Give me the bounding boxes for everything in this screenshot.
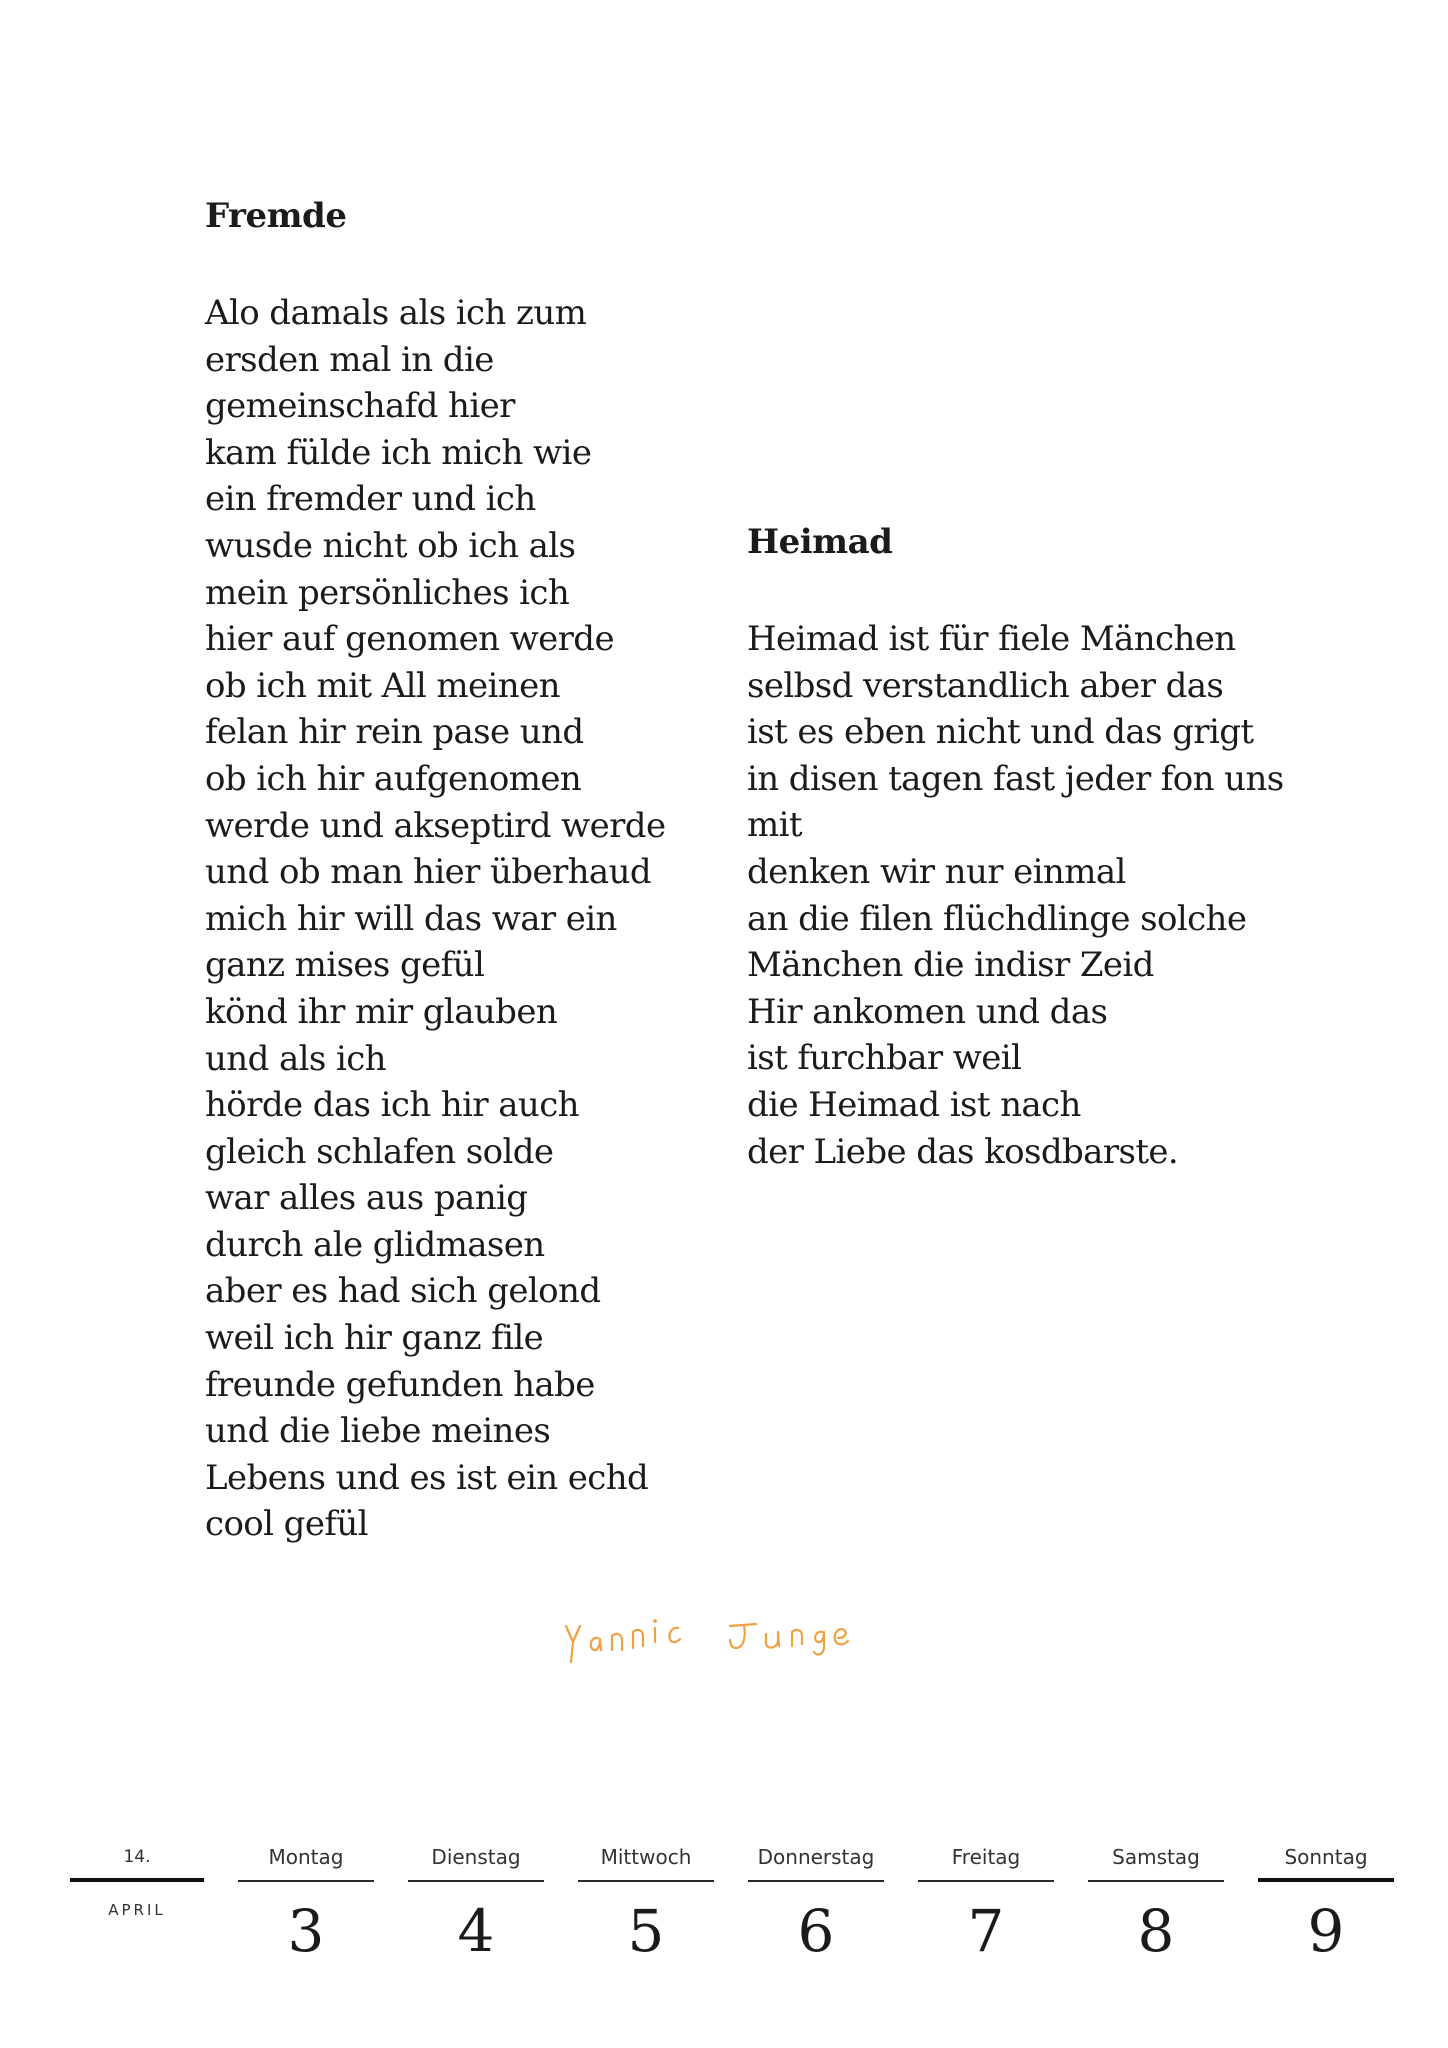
calendar-day-donnerstag	[748, 1840, 884, 1966]
poem-line: die Heimad ist nach	[747, 1084, 1081, 1125]
day-number: 8	[1137, 1897, 1175, 1965]
day-name: Dienstag	[431, 1845, 521, 1869]
calendar-day-sonntag	[1258, 1840, 1394, 1966]
divider	[408, 1880, 544, 1882]
calendar-day-mittwoch	[578, 1840, 714, 1966]
poem-line: ganz mises gefül	[205, 945, 485, 986]
day-name: Samstag	[1112, 1845, 1200, 1869]
day-number: 9	[1307, 1897, 1345, 1965]
poem-line: felan hir rein pase und	[205, 712, 584, 753]
poem-line: ist es eben nicht und das grigt	[747, 712, 1254, 753]
poem-line: und ob man hier überhaud	[205, 852, 652, 893]
poem-title: Fremde	[205, 196, 347, 236]
poem-line: mein persönliches ich	[205, 572, 570, 613]
week-info	[70, 1840, 204, 1920]
poem-line: cool gefül	[205, 1504, 368, 1545]
poem-line: hörde das ich hir auch	[205, 1085, 579, 1126]
calendar-day-dienstag	[408, 1840, 544, 1966]
poem-line: in disen tagen fast jeder fon uns	[747, 758, 1284, 799]
poem-line: an die filen flüchdlinge solche	[747, 898, 1247, 939]
poem-heimad	[747, 522, 1367, 1175]
poem-line: mich hir will das war ein	[205, 898, 617, 939]
poem-line: weil ich hir ganz file	[205, 1318, 544, 1359]
poem-line: gleich schlafen solde	[205, 1131, 554, 1172]
poem-line: ersden mal in die	[205, 339, 494, 380]
week-calendar	[70, 1840, 1390, 1980]
poem-body	[747, 616, 1367, 1175]
poem-line: ein fremder und ich	[205, 479, 536, 520]
handwritten-signature	[560, 1612, 900, 1672]
day-number: 4	[457, 1897, 495, 1965]
poem-line: ist furchbar weil	[747, 1038, 1022, 1079]
day-name: Donnerstag	[757, 1845, 875, 1869]
day-number: 6	[797, 1897, 835, 1965]
month-label: APRIL	[108, 1901, 166, 1919]
poem-line: selbsd verstandlich aber das	[747, 665, 1224, 706]
poem-line: denken wir nur einmal	[747, 851, 1126, 892]
calendar-day-samstag	[1088, 1840, 1224, 1966]
divider	[1258, 1878, 1394, 1882]
poem-line: Mänchen die indisr Zeid	[747, 945, 1154, 986]
poem-line: und die liebe meines	[205, 1411, 551, 1452]
poem-line: und als ich	[205, 1038, 386, 1079]
divider	[578, 1880, 714, 1882]
divider	[918, 1880, 1054, 1882]
day-name: Freitag	[951, 1845, 1021, 1869]
day-name: Montag	[268, 1845, 344, 1869]
poem-line: wusde nicht ob ich als	[205, 525, 576, 566]
poem-line: Heimad ist für fiele Mänchen	[747, 619, 1236, 659]
poem-body	[205, 290, 725, 1548]
divider	[748, 1880, 884, 1882]
poem-line: ob ich mit All meinen	[205, 665, 560, 706]
poem-line: Lebens und es ist ein echd	[205, 1457, 649, 1498]
divider	[1088, 1880, 1224, 1882]
poem-line: aber es had sich gelond	[205, 1271, 601, 1312]
day-number: 5	[627, 1897, 665, 1965]
poem-line: mit	[747, 805, 802, 846]
calendar-day-montag	[238, 1840, 374, 1966]
poem-line: ob ich hir aufgenomen	[205, 758, 582, 799]
poem-title: Heimad	[747, 522, 893, 562]
poem-fremde	[205, 196, 725, 1548]
calendar-day-freitag	[918, 1840, 1054, 1966]
day-name: Mittwoch	[600, 1845, 692, 1869]
poem-line: werde und akseptird werde	[205, 805, 666, 846]
poem-line: hier auf genomen werde	[205, 619, 614, 660]
divider	[70, 1878, 204, 1882]
week-number: 14.	[123, 1847, 151, 1867]
poem-line: freunde gefunden habe	[205, 1364, 595, 1405]
poem-line: Hir ankomen und das	[747, 991, 1108, 1032]
poem-line: Alo damals als ich zum	[205, 293, 587, 333]
poem-line: durch ale glidmasen	[205, 1224, 545, 1265]
day-number: 3	[287, 1897, 325, 1965]
poem-line: gemeinschafd hier	[205, 386, 515, 427]
day-name: Sonntag	[1284, 1845, 1368, 1869]
poem-line: kam fülde ich mich wie	[205, 432, 592, 473]
day-number: 7	[967, 1897, 1005, 1965]
divider	[238, 1880, 374, 1882]
poem-line: war alles aus panig	[205, 1178, 528, 1219]
poem-line: könd ihr mir glauben	[205, 991, 558, 1032]
signature-graphic	[560, 1612, 900, 1672]
poem-line: der Liebe das kosdbarste.	[747, 1131, 1179, 1172]
